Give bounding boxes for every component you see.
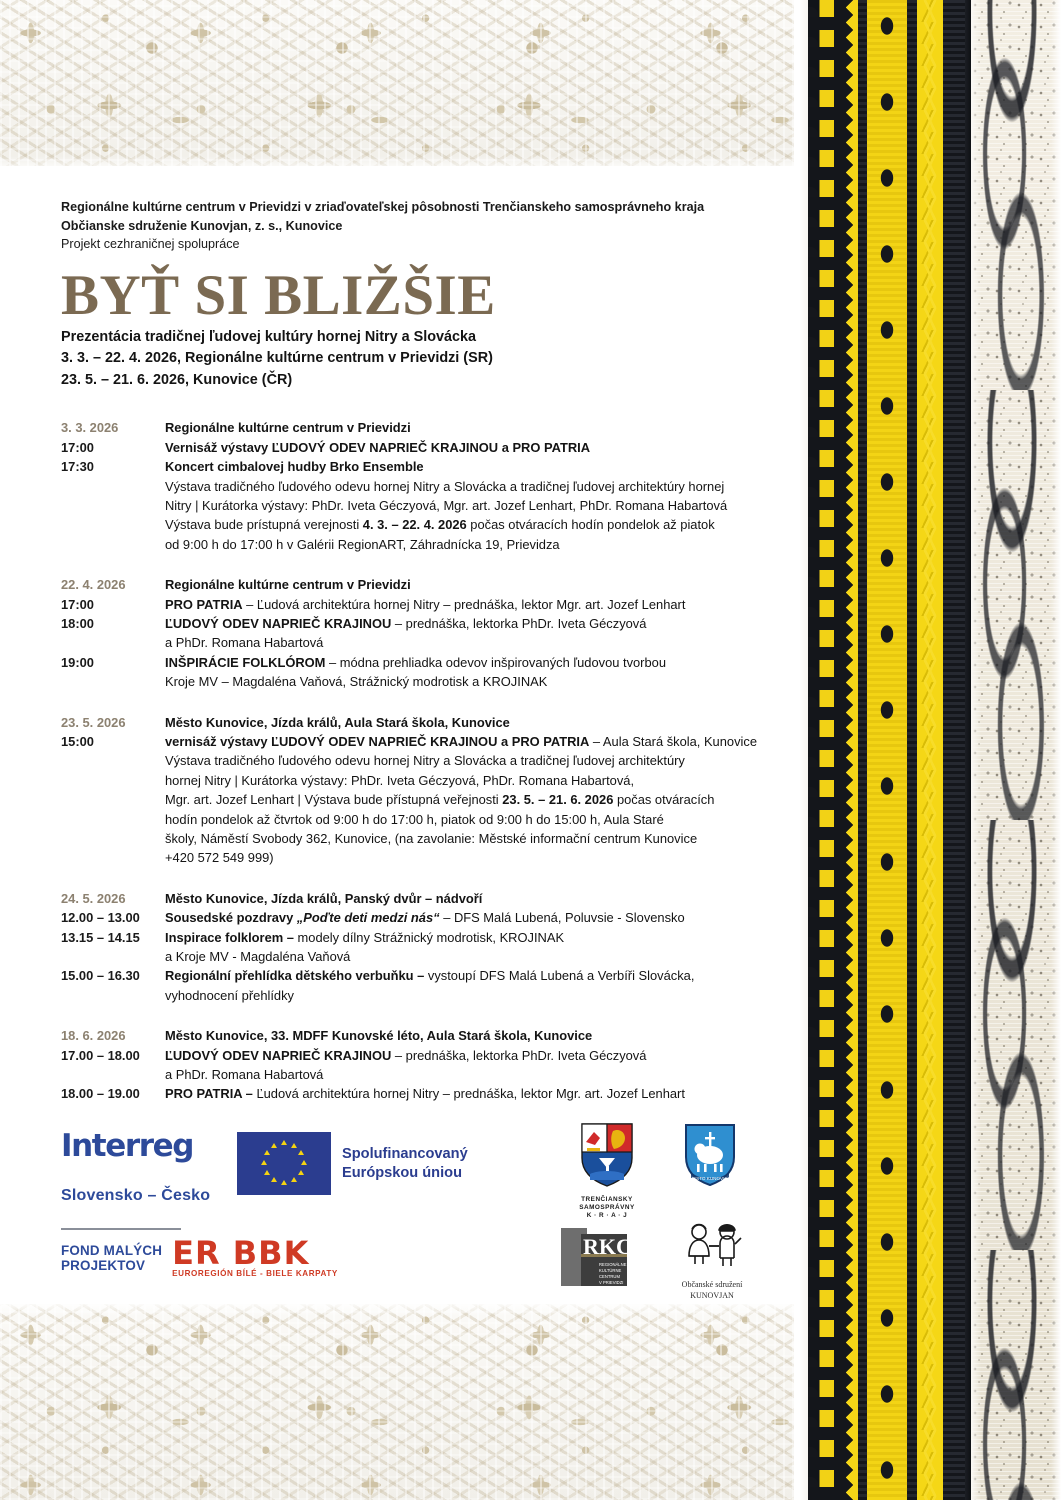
program-block-header (61, 713, 776, 732)
textile-right-fade (1051, 0, 1061, 1500)
program-block (61, 1026, 776, 1104)
organizer-block (61, 198, 776, 254)
program-item-title: PRO PATRIA – (165, 1086, 253, 1102)
fond-label (61, 1243, 162, 1274)
program-item-detail: a PhDr. Romana Habartová (165, 1067, 324, 1083)
program-note-line: Výstava tradičného ľudového odevu hornej Nitry a Slovácka a tradičnej ľudovej architektúry (165, 753, 685, 769)
program-row (61, 672, 776, 691)
program-venue: Regionálne kultúrne centrum v Prievidzi (165, 577, 411, 593)
program-block (61, 575, 776, 691)
program-date: 24. 5. 2026 (61, 890, 126, 906)
program-item-title: PRO PATRIA (165, 596, 243, 612)
eu-text-line-2: Európskou úniou (342, 1164, 462, 1181)
program-row (61, 1046, 776, 1065)
program-date: 18. 6. 2026 (61, 1028, 126, 1044)
program-date: 3. 3. 2026 (61, 420, 119, 436)
program-item-detail: a PhDr. Romana Habartová (165, 635, 324, 651)
program-block (61, 713, 776, 868)
program-item-title: Koncert cimbalovej hudby Brko Ensemble (165, 459, 424, 475)
program-row (61, 947, 776, 966)
program-time: 17.00 – 18.00 (61, 1047, 140, 1063)
program-block (61, 889, 776, 1005)
shield-icon (580, 1122, 634, 1188)
textile-black-stripe-3 (943, 0, 965, 1500)
program-row (61, 928, 776, 947)
program-note-line: od 9:00 h do 17:00 h v Galérii RegionART, Záhradnícka 19, Prievidza (165, 536, 560, 552)
program-block-header (61, 575, 776, 594)
erbbk-initials: ER BBK (172, 1234, 310, 1272)
eu-star-icon (298, 1150, 304, 1155)
lamb-shield-icon (683, 1122, 737, 1188)
organizer-line-3: Projekt cezhraničnej spolupráce (61, 237, 240, 252)
eu-star-icon (281, 1180, 287, 1185)
program-item-quote: „Poďte deti medzi nás“ (296, 910, 440, 926)
footer-divider (61, 1228, 181, 1230)
svg-text:CENTRUM: CENTRUM (599, 1274, 620, 1279)
trencin-region-crest (561, 1122, 653, 1221)
eu-star-icon (291, 1143, 297, 1148)
program-date: 22. 4. 2026 (61, 577, 126, 593)
program-item-detail: – módna prehliadka odevov inšpirovaných ľudovou tvorbou (325, 654, 666, 670)
program-note-line: Výstava tradičného ľudového odevu hornej Nitry a Slovácka a tradičnej ľudovej architektúry hornej (165, 478, 725, 494)
program-time: 12.00 – 13.00 (61, 910, 140, 926)
eu-star-icon (301, 1160, 307, 1165)
program-item-title: ĽUDOVÝ ODEV NAPRIEČ KRAJINOU (165, 615, 392, 631)
program-item-detail: vyhodnocení přehlídky (165, 987, 294, 1003)
poster-content (61, 198, 776, 1125)
program-item-detail: – prednáška, lektorka PhDr. Iveta Géczyová (391, 615, 647, 631)
program-item-detail: Kroje MV – Magdaléna Vaňová, Strážnický modrotisk a KROJINAK (165, 674, 548, 690)
program-item-detail: Ľudová architektúra hornej Nitry – prednáška, lektor Mgr. art. Jozef Lenhart (252, 1086, 685, 1102)
trencin-caption (561, 1196, 653, 1221)
program-time: 15.00 – 16.30 (61, 968, 140, 984)
program-row (61, 457, 776, 476)
program-list (61, 418, 776, 1104)
program-time: 17:00 (61, 596, 94, 612)
program-venue: Město Kunovice, Jízda králů, Panský dvůr – nádvoří (165, 890, 483, 906)
program-time: 13.15 – 14.15 (61, 929, 140, 945)
program-note-line: Výstava bude prístupná verejnosti 4. 3. – 22. 4. 2026 počas otváracích hodín pondelok až piatok (165, 517, 715, 533)
textile-black-diamonds (874, 0, 900, 1500)
eu-star-icon (291, 1177, 297, 1182)
interreg-logo (61, 1128, 210, 1205)
program-item-detail: – prednáška, lektorka PhDr. Iveta Géczyová (391, 1047, 647, 1063)
program-item-detail: a Kroje MV - Magdaléna Vaňová (165, 949, 351, 965)
textile-black-stripe-1 (858, 0, 867, 1500)
rkc-mark-icon (559, 1226, 633, 1288)
subtitle-line-3: 23. 5. – 21. 6. 2026, Kunovice (ČR) (61, 371, 293, 388)
textile-black-stripe-2 (907, 0, 917, 1500)
textile-zigzag-teeth (834, 0, 858, 1500)
tsk-caption-1: TRENČIANSKY (581, 1196, 633, 1203)
program-note-line: +420 572 549 999) (165, 850, 274, 866)
svg-text:RKC: RKC (583, 1234, 632, 1259)
tsk-caption-2: SAMOSPRÁVNY (579, 1204, 635, 1212)
program-venue: Město Kunovice, Jízda králů, Aula Stará škola, Kunovice (165, 714, 510, 730)
eu-star-icon (298, 1170, 304, 1175)
textile-gap (794, 0, 808, 1500)
program-item-title: vernisáž výstavy ĽUDOVÝ ODEV NAPRIEČ KRAJINOU a PRO PATRIA (165, 733, 590, 749)
eu-cofunding-text (342, 1145, 468, 1183)
subtitle-block (61, 327, 776, 392)
program-note-line: Nitry | Kurátorka výstavy: PhDr. Iveta Géczyová, Mgr. art. Jozef Lenhart, PhDr. Romana Habartová (165, 497, 728, 513)
kunovjan-caption (657, 1279, 767, 1301)
eu-star-icon (281, 1140, 287, 1145)
program-item-title: Sousedské pozdravy (165, 910, 297, 926)
program-note-line: hodín pondelok až čtvrtok od 9:00 h do 17:00 h, piatok od 9:00 h do 15:00 h, Aula Staré (165, 811, 664, 827)
program-date: 23. 5. 2026 (61, 714, 126, 730)
program-item-detail: – DFS Malá Lubená, Poluvsie - Slovensko (439, 910, 685, 926)
program-item-title: ĽUDOVÝ ODEV NAPRIEČ KRAJINOU (165, 1047, 392, 1063)
program-row (61, 1065, 776, 1084)
subtitle-line-1: Prezentácia tradičnej ľudovej kultúry hornej Nitry a Slovácka (61, 328, 477, 345)
kunovjan-caption-1: Občanské sdružení (681, 1280, 743, 1289)
folk-textile-border (794, 0, 1061, 1500)
erbbk-logo (61, 1234, 338, 1278)
program-item-detail: – Aula Stará škola, Kunovice (589, 733, 757, 749)
folk-children-icon (675, 1220, 749, 1272)
rkc-logo (559, 1226, 633, 1293)
eu-star-icon (271, 1143, 277, 1148)
eu-flag-icon (237, 1132, 331, 1195)
program-item-title: Vernisáž výstavy ĽUDOVÝ ODEV NAPRIEČ KRAJINOU a PRO PATRIA (165, 439, 591, 455)
program-block (61, 418, 776, 554)
program-row (61, 595, 776, 614)
program-item-title: INŠPIRÁCIE FOLKLÓROM (165, 654, 326, 670)
kunovice-town-crest (664, 1122, 756, 1193)
program-time: 17:30 (61, 459, 94, 475)
program-item-title: Regionální přehlídka dětského verbuňku – (165, 968, 425, 984)
program-row (61, 614, 776, 633)
program-time: 18.00 – 19.00 (61, 1086, 140, 1102)
program-row (61, 966, 776, 985)
textile-wave-stripe (917, 0, 943, 1500)
interreg-region-label: Slovensko – Česko (61, 1187, 211, 1204)
interreg-wordmark: Interreg (61, 1128, 194, 1164)
organizer-line-1: Regionálne kultúrne centrum v Prievidzi v zriaďovateľskej pôsobnosti Trenčianskeho samosprávneho kraja (61, 200, 705, 214)
program-row (61, 732, 776, 751)
program-item-detail: – Ľudová architektúra hornej Nitry – prednáška, lektor Mgr. art. Jozef Lenhart (242, 596, 686, 612)
svg-text:V PRIEVIDZI: V PRIEVIDZI (599, 1280, 624, 1285)
svg-text:MESTO KUNOVICE: MESTO KUNOVICE (689, 1176, 731, 1181)
program-item-title: Inspirace folklorem – (165, 929, 294, 945)
eu-star-icon (264, 1170, 270, 1175)
eu-cofunding-logo (237, 1132, 468, 1195)
fond-line-1: FOND MALÝCH (61, 1242, 163, 1258)
eu-text-line-1: Spolufinancovaný (342, 1145, 468, 1162)
organizer-line-2: Občianske sdruženie Kunovjan, z. s., Kunovice (61, 218, 343, 233)
svg-text:KULTÚRNE: KULTÚRNE (599, 1268, 622, 1273)
program-item-detail: modely dílny Strážnický modrotisk, KROJINAK (293, 929, 565, 945)
program-venue: Regionálne kultúrne centrum v Prievidzi (165, 420, 411, 436)
program-item-detail: vystoupí DFS Malá Lubená a Verbíři Slovácka, (424, 968, 695, 984)
program-block-header (61, 889, 776, 908)
kunovjan-caption-2: KUNOVJAN (690, 1291, 734, 1300)
program-note-line: hornej Nitry | Kurátorka výstavy: PhDr. Iveta Géczyová, PhDr. Romana Habartová, (165, 772, 635, 788)
program-time: 17:00 (61, 439, 94, 455)
embroidery-band-bottom (0, 1302, 794, 1500)
program-note-line: školy, Náměstí Svobody 362, Kunovice, (na zavolanie: Městské informační centrum Kunovice (165, 831, 698, 846)
svg-text:REGIONÁLNE: REGIONÁLNE (599, 1262, 627, 1267)
erbbk-subtitle: EUROREGIÓN BÍLÉ - BIELE KARPATY (172, 1269, 338, 1278)
program-time: 19:00 (61, 654, 94, 670)
kunovjan-association-logo (657, 1220, 767, 1301)
logo-footer (61, 1120, 776, 1300)
program-venue: Město Kunovice, 33. MDFF Kunovské léto, Aula Stará škola, Kunovice (165, 1028, 593, 1044)
program-row (61, 633, 776, 652)
fond-line-2: PROJEKTOV (61, 1258, 146, 1273)
program-block-header (61, 418, 776, 437)
program-row (61, 908, 776, 927)
erbbk-wordmark (172, 1234, 338, 1278)
program-row (61, 438, 776, 457)
program-note-line: Mgr. art. Jozef Lenhart | Výstava bude přístupná veřejnosti 23. 5. – 21. 6. 2026 počas otváracích (165, 792, 715, 808)
eu-star-icon (271, 1177, 277, 1182)
textile-lace-panel (971, 0, 1061, 1500)
eu-star-icon (261, 1160, 267, 1165)
program-time: 18:00 (61, 615, 94, 631)
program-row (61, 1084, 776, 1103)
program-block-header (61, 1026, 776, 1045)
eu-star-icon (264, 1150, 270, 1155)
embroidery-band-top (0, 0, 794, 172)
tsk-caption-3: K · R · A · J (586, 1212, 628, 1220)
program-row (61, 653, 776, 672)
subtitle-line-2: 3. 3. – 22. 4. 2026, Regionálne kultúrne centrum v Prievidzi (SR) (61, 350, 493, 367)
program-row (61, 986, 776, 1005)
page-title: BYŤ SI BLIŽŠIE (61, 263, 496, 327)
program-time: 15:00 (61, 733, 94, 749)
